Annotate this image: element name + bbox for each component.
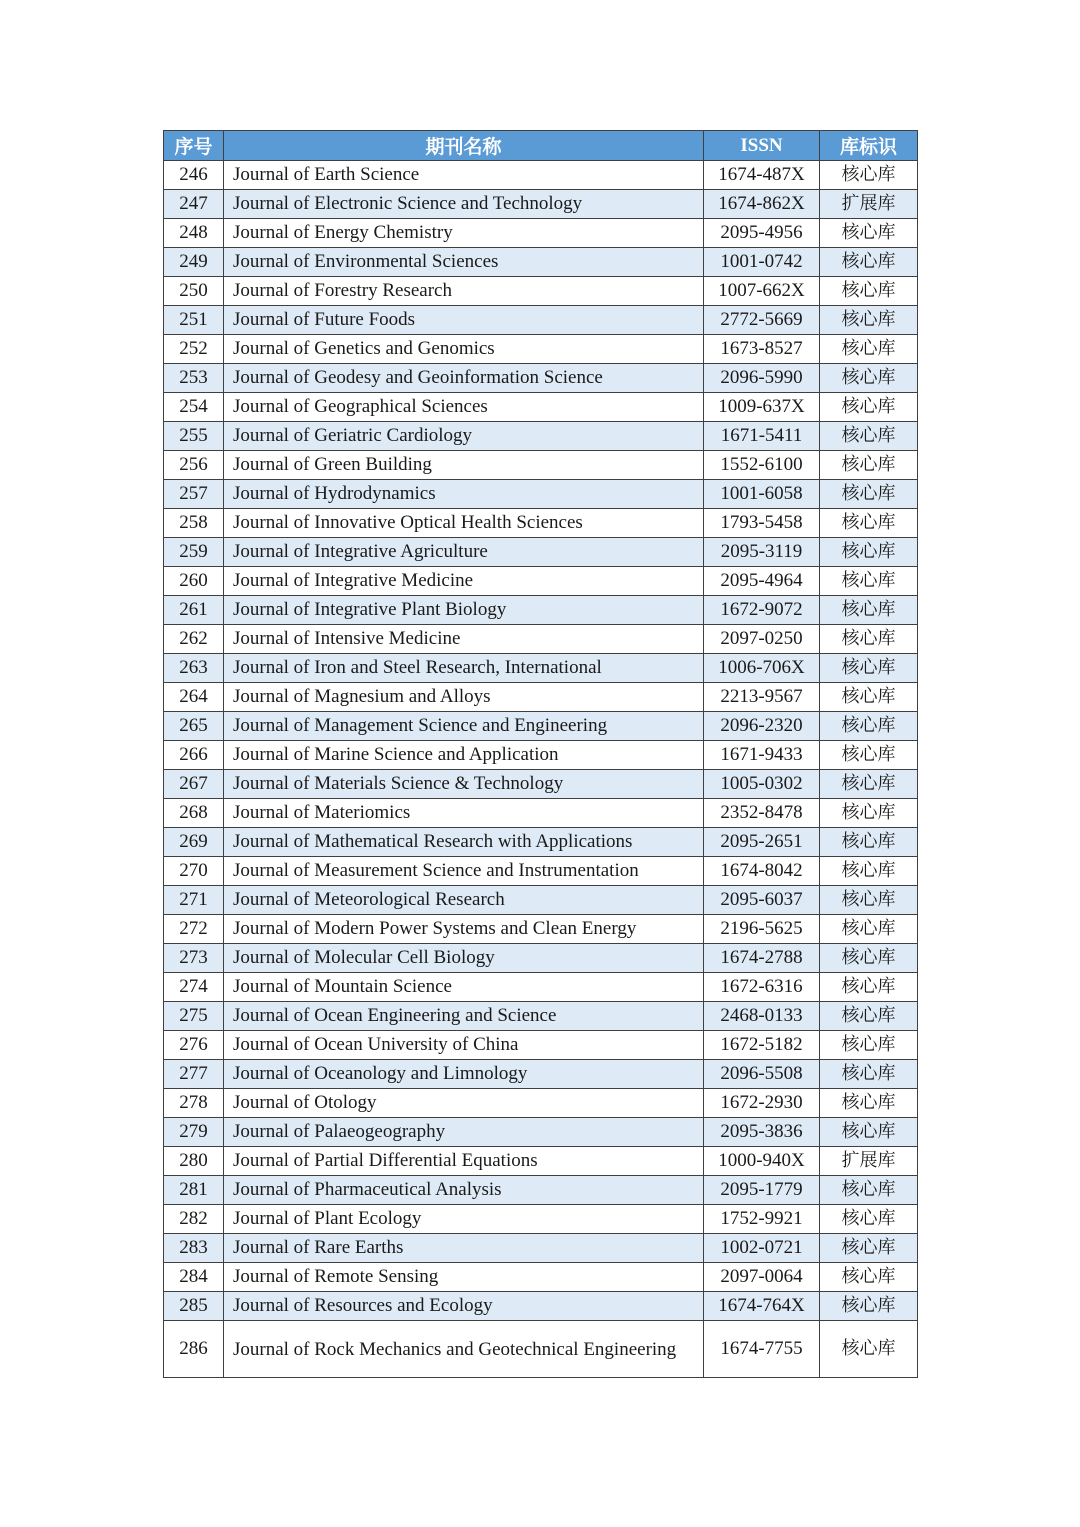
row-issn: 1005-0302	[704, 770, 820, 799]
row-journal-name: Journal of Future Foods	[224, 306, 704, 335]
row-journal-name: Journal of Forestry Research	[224, 277, 704, 306]
header-serial-number: 序号	[164, 131, 224, 161]
row-journal-name: Journal of Mathematical Research with Applications	[224, 828, 704, 857]
row-serial-number: 284	[164, 1263, 224, 1292]
row-issn: 1793-5458	[704, 509, 820, 538]
row-library-tag: 核心库	[820, 509, 918, 538]
row-journal-name: Journal of Iron and Steel Research, International	[224, 654, 704, 683]
row-library-tag: 核心库	[820, 1205, 918, 1234]
row-serial-number: 257	[164, 480, 224, 509]
row-journal-name: Journal of Ocean University of China	[224, 1031, 704, 1060]
table-row	[164, 1002, 918, 1031]
row-serial-number: 264	[164, 683, 224, 712]
table-row	[164, 1176, 918, 1205]
table-row	[164, 1031, 918, 1060]
row-library-tag: 核心库	[820, 480, 918, 509]
row-issn: 2095-4956	[704, 219, 820, 248]
row-library-tag: 核心库	[820, 335, 918, 364]
journal-table	[163, 130, 918, 1378]
row-library-tag: 核心库	[820, 1292, 918, 1321]
row-journal-name: Journal of Green Building	[224, 451, 704, 480]
row-issn: 1009-637X	[704, 393, 820, 422]
row-journal-name: Journal of Mountain Science	[224, 973, 704, 1002]
table-row	[164, 1205, 918, 1234]
table-row	[164, 625, 918, 654]
row-serial-number: 260	[164, 567, 224, 596]
row-library-tag: 核心库	[820, 451, 918, 480]
table-row	[164, 654, 918, 683]
row-serial-number: 259	[164, 538, 224, 567]
table-row	[164, 364, 918, 393]
row-issn: 1006-706X	[704, 654, 820, 683]
row-library-tag: 核心库	[820, 799, 918, 828]
row-issn: 1674-862X	[704, 190, 820, 219]
row-library-tag: 核心库	[820, 1176, 918, 1205]
row-issn: 2095-4964	[704, 567, 820, 596]
row-serial-number: 246	[164, 161, 224, 190]
row-library-tag: 核心库	[820, 393, 918, 422]
row-library-tag: 核心库	[820, 857, 918, 886]
row-issn: 1674-2788	[704, 944, 820, 973]
table-row	[164, 161, 918, 190]
row-library-tag: 核心库	[820, 654, 918, 683]
row-journal-name: Journal of Integrative Medicine	[224, 567, 704, 596]
row-library-tag: 核心库	[820, 828, 918, 857]
row-journal-name: Journal of Rare Earths	[224, 1234, 704, 1263]
row-journal-name: Journal of Materiomics	[224, 799, 704, 828]
table-body	[164, 161, 918, 1378]
row-library-tag: 核心库	[820, 364, 918, 393]
row-library-tag: 核心库	[820, 1089, 918, 1118]
table-row	[164, 1147, 918, 1176]
row-library-tag: 核心库	[820, 596, 918, 625]
row-serial-number: 282	[164, 1205, 224, 1234]
table-row	[164, 567, 918, 596]
table-header-row	[164, 131, 918, 161]
row-serial-number: 251	[164, 306, 224, 335]
row-library-tag: 核心库	[820, 1118, 918, 1147]
row-issn: 2095-2651	[704, 828, 820, 857]
table-row	[164, 770, 918, 799]
row-serial-number: 281	[164, 1176, 224, 1205]
row-serial-number: 254	[164, 393, 224, 422]
row-serial-number: 247	[164, 190, 224, 219]
row-journal-name: Journal of Molecular Cell Biology	[224, 944, 704, 973]
table-row	[164, 219, 918, 248]
row-library-tag: 核心库	[820, 625, 918, 654]
row-library-tag: 核心库	[820, 248, 918, 277]
row-issn: 1672-6316	[704, 973, 820, 1002]
row-library-tag: 核心库	[820, 422, 918, 451]
row-serial-number: 283	[164, 1234, 224, 1263]
row-serial-number: 267	[164, 770, 224, 799]
row-journal-name: Journal of Hydrodynamics	[224, 480, 704, 509]
table-row	[164, 451, 918, 480]
table-row	[164, 1118, 918, 1147]
row-issn: 1752-9921	[704, 1205, 820, 1234]
table-row	[164, 190, 918, 219]
row-journal-name: Journal of Management Science and Engineering	[224, 712, 704, 741]
row-library-tag: 核心库	[820, 1321, 918, 1378]
row-journal-name: Journal of Integrative Plant Biology	[224, 596, 704, 625]
row-issn: 1672-9072	[704, 596, 820, 625]
row-library-tag: 核心库	[820, 886, 918, 915]
row-library-tag: 核心库	[820, 567, 918, 596]
row-issn: 1673-8527	[704, 335, 820, 364]
row-serial-number: 266	[164, 741, 224, 770]
row-serial-number: 278	[164, 1089, 224, 1118]
row-serial-number: 252	[164, 335, 224, 364]
table-row	[164, 1292, 918, 1321]
row-library-tag: 核心库	[820, 770, 918, 799]
table-row	[164, 1321, 918, 1378]
table-row	[164, 335, 918, 364]
row-issn: 2352-8478	[704, 799, 820, 828]
table-row	[164, 886, 918, 915]
row-journal-name: Journal of Genetics and Genomics	[224, 335, 704, 364]
row-journal-name: Journal of Integrative Agriculture	[224, 538, 704, 567]
row-journal-name: Journal of Plant Ecology	[224, 1205, 704, 1234]
row-issn: 1552-6100	[704, 451, 820, 480]
row-library-tag: 核心库	[820, 161, 918, 190]
row-issn: 1674-764X	[704, 1292, 820, 1321]
row-issn: 1671-9433	[704, 741, 820, 770]
row-serial-number: 273	[164, 944, 224, 973]
row-issn: 2096-2320	[704, 712, 820, 741]
row-issn: 2772-5669	[704, 306, 820, 335]
table-row	[164, 509, 918, 538]
row-issn: 2095-3836	[704, 1118, 820, 1147]
row-library-tag: 核心库	[820, 712, 918, 741]
row-library-tag: 核心库	[820, 683, 918, 712]
row-library-tag: 核心库	[820, 306, 918, 335]
row-journal-name: Journal of Materials Science & Technology	[224, 770, 704, 799]
row-serial-number: 268	[164, 799, 224, 828]
table-row	[164, 422, 918, 451]
row-serial-number: 285	[164, 1292, 224, 1321]
table-row	[164, 1089, 918, 1118]
row-issn: 1674-7755	[704, 1321, 820, 1378]
table-row	[164, 973, 918, 1002]
row-issn: 2196-5625	[704, 915, 820, 944]
row-library-tag: 扩展库	[820, 1147, 918, 1176]
row-journal-name: Journal of Intensive Medicine	[224, 625, 704, 654]
row-journal-name: Journal of Partial Differential Equations	[224, 1147, 704, 1176]
table-row	[164, 1263, 918, 1292]
row-journal-name: Journal of Environmental Sciences	[224, 248, 704, 277]
row-library-tag: 核心库	[820, 1031, 918, 1060]
row-issn: 1672-2930	[704, 1089, 820, 1118]
row-journal-name: Journal of Otology	[224, 1089, 704, 1118]
row-library-tag: 扩展库	[820, 190, 918, 219]
row-journal-name: Journal of Electronic Science and Technology	[224, 190, 704, 219]
row-journal-name: Journal of Measurement Science and Instrumentation	[224, 857, 704, 886]
row-library-tag: 核心库	[820, 219, 918, 248]
row-journal-name: Journal of Remote Sensing	[224, 1263, 704, 1292]
row-issn: 1001-0742	[704, 248, 820, 277]
table-row	[164, 712, 918, 741]
row-issn: 2097-0250	[704, 625, 820, 654]
row-issn: 2096-5990	[704, 364, 820, 393]
row-library-tag: 核心库	[820, 1234, 918, 1263]
row-journal-name: Journal of Geographical Sciences	[224, 393, 704, 422]
row-journal-name: Journal of Oceanology and Limnology	[224, 1060, 704, 1089]
table-row	[164, 828, 918, 857]
table-row	[164, 915, 918, 944]
row-serial-number: 256	[164, 451, 224, 480]
table-row	[164, 393, 918, 422]
row-journal-name: Journal of Innovative Optical Health Sciences	[224, 509, 704, 538]
row-journal-name: Journal of Pharmaceutical Analysis	[224, 1176, 704, 1205]
row-serial-number: 258	[164, 509, 224, 538]
row-journal-name: Journal of Rock Mechanics and Geotechnical Engineering	[224, 1321, 704, 1378]
row-serial-number: 253	[164, 364, 224, 393]
row-journal-name: Journal of Meteorological Research	[224, 886, 704, 915]
table-row	[164, 538, 918, 567]
row-issn: 2095-1779	[704, 1176, 820, 1205]
row-journal-name: Journal of Resources and Ecology	[224, 1292, 704, 1321]
row-journal-name: Journal of Energy Chemistry	[224, 219, 704, 248]
row-library-tag: 核心库	[820, 1263, 918, 1292]
header-journal-name: 期刊名称	[224, 131, 704, 161]
row-issn: 1674-487X	[704, 161, 820, 190]
row-serial-number: 271	[164, 886, 224, 915]
row-journal-name: Journal of Marine Science and Application	[224, 741, 704, 770]
row-serial-number: 250	[164, 277, 224, 306]
row-issn: 2213-9567	[704, 683, 820, 712]
row-serial-number: 277	[164, 1060, 224, 1089]
row-serial-number: 261	[164, 596, 224, 625]
row-serial-number: 270	[164, 857, 224, 886]
row-issn: 1000-940X	[704, 1147, 820, 1176]
row-journal-name: Journal of Geodesy and Geoinformation Science	[224, 364, 704, 393]
row-serial-number: 255	[164, 422, 224, 451]
row-journal-name: Journal of Modern Power Systems and Clean Energy	[224, 915, 704, 944]
row-journal-name: Journal of Palaeogeography	[224, 1118, 704, 1147]
row-issn: 2096-5508	[704, 1060, 820, 1089]
row-serial-number: 276	[164, 1031, 224, 1060]
row-issn: 2468-0133	[704, 1002, 820, 1031]
row-library-tag: 核心库	[820, 915, 918, 944]
table-row	[164, 1060, 918, 1089]
row-issn: 2095-3119	[704, 538, 820, 567]
header-issn: ISSN	[704, 131, 820, 161]
row-serial-number: 269	[164, 828, 224, 857]
row-issn: 2095-6037	[704, 886, 820, 915]
row-serial-number: 280	[164, 1147, 224, 1176]
row-serial-number: 272	[164, 915, 224, 944]
row-issn: 1002-0721	[704, 1234, 820, 1263]
row-serial-number: 263	[164, 654, 224, 683]
table-row	[164, 683, 918, 712]
row-journal-name: Journal of Earth Science	[224, 161, 704, 190]
row-serial-number: 265	[164, 712, 224, 741]
row-library-tag: 核心库	[820, 538, 918, 567]
header-library-tag: 库标识	[820, 131, 918, 161]
row-issn: 1671-5411	[704, 422, 820, 451]
table-row	[164, 277, 918, 306]
table-row	[164, 741, 918, 770]
row-issn: 1672-5182	[704, 1031, 820, 1060]
row-library-tag: 核心库	[820, 973, 918, 1002]
row-journal-name: Journal of Ocean Engineering and Science	[224, 1002, 704, 1031]
row-library-tag: 核心库	[820, 1060, 918, 1089]
table-row	[164, 857, 918, 886]
table-row	[164, 480, 918, 509]
table-row	[164, 248, 918, 277]
row-library-tag: 核心库	[820, 1002, 918, 1031]
table-row	[164, 1234, 918, 1263]
row-serial-number: 262	[164, 625, 224, 654]
row-issn: 2097-0064	[704, 1263, 820, 1292]
table-row	[164, 306, 918, 335]
row-journal-name: Journal of Geriatric Cardiology	[224, 422, 704, 451]
row-serial-number: 249	[164, 248, 224, 277]
row-library-tag: 核心库	[820, 741, 918, 770]
row-library-tag: 核心库	[820, 277, 918, 306]
row-serial-number: 248	[164, 219, 224, 248]
row-issn: 1001-6058	[704, 480, 820, 509]
table-row	[164, 944, 918, 973]
row-issn: 1674-8042	[704, 857, 820, 886]
row-serial-number: 279	[164, 1118, 224, 1147]
table-row	[164, 596, 918, 625]
table-row	[164, 799, 918, 828]
row-journal-name: Journal of Magnesium and Alloys	[224, 683, 704, 712]
row-library-tag: 核心库	[820, 944, 918, 973]
row-issn: 1007-662X	[704, 277, 820, 306]
row-serial-number: 286	[164, 1321, 224, 1378]
row-serial-number: 274	[164, 973, 224, 1002]
row-serial-number: 275	[164, 1002, 224, 1031]
